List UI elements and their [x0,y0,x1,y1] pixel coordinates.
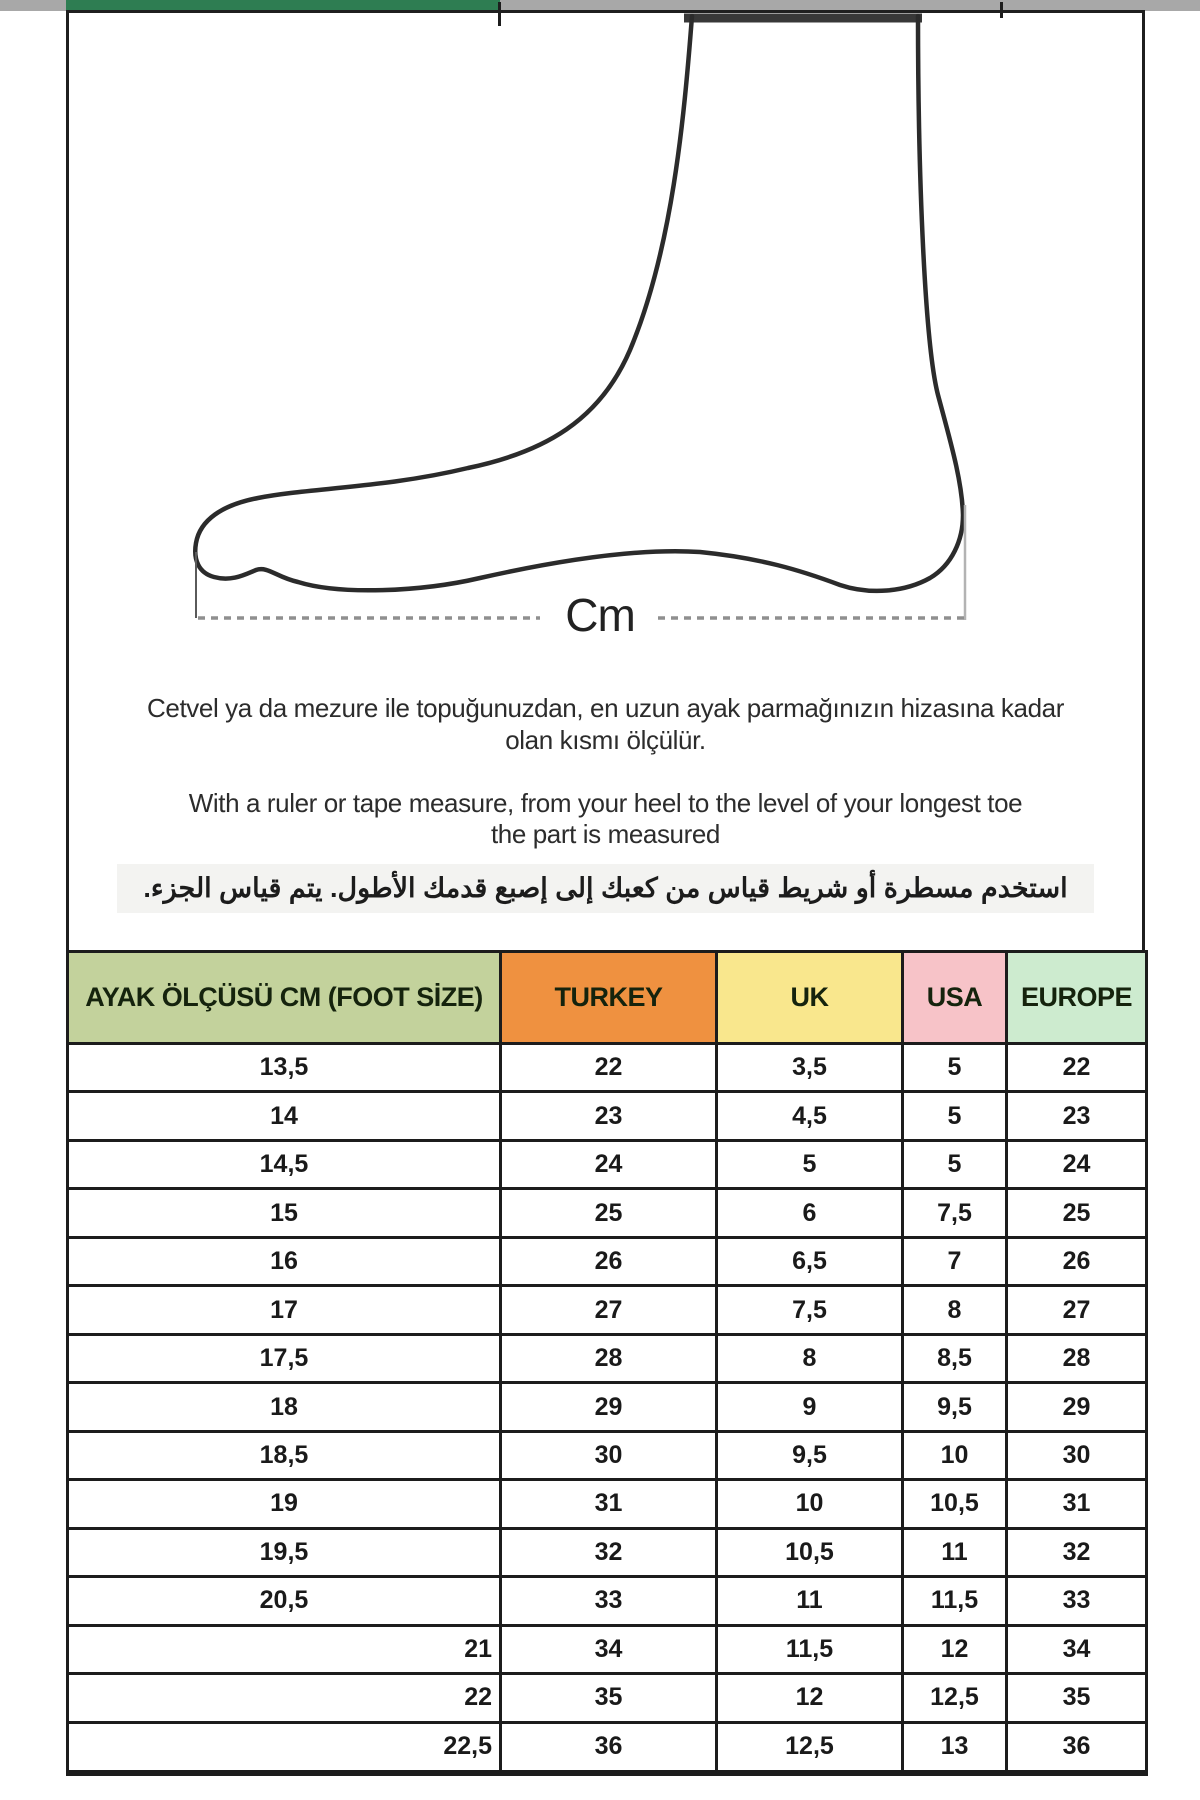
size-cell: 16 [68,1237,501,1285]
size-cell: 29 [1007,1383,1147,1431]
instruction-turkish [66,692,1145,756]
size-cell: 19,5 [68,1528,501,1576]
size-cell: 24 [1007,1140,1147,1188]
size-cell: 9 [717,1383,903,1431]
size-cell: 23 [1007,1092,1147,1140]
size-cell: 8 [903,1286,1007,1334]
size-cell: 7,5 [903,1189,1007,1237]
table-row [68,1528,1147,1576]
size-cell: 3,5 [717,1044,903,1092]
size-cell: 20,5 [68,1577,501,1625]
foot-outline-diagram [0,0,1200,660]
size-cell: 34 [1007,1625,1147,1673]
size-cell: 11 [903,1528,1007,1576]
size-cell: 12 [717,1674,903,1722]
size-cell: 8 [717,1334,903,1382]
size-cell: 27 [1007,1286,1147,1334]
size-table-body [68,1044,1147,1774]
size-cell: 28 [501,1334,717,1382]
foot-outline-path [195,16,963,591]
size-cell: 17 [68,1286,501,1334]
size-cell: 11,5 [717,1625,903,1673]
size-cell: 13 [903,1722,1007,1773]
size-cell: 22 [68,1674,501,1722]
size-cell: 15 [68,1189,501,1237]
size-cell: 7,5 [717,1286,903,1334]
size-cell: 33 [1007,1577,1147,1625]
table-row [68,1140,1147,1188]
header-turkey: TURKEY [501,952,717,1044]
instruction-arabic-text: استخدم مسطرة أو شريط قياس من كعبك إلى إصبع قدمك الأطول. يتم قياس الجزء. [117,864,1093,913]
size-cell: 22 [501,1044,717,1092]
size-cell: 22,5 [68,1722,501,1773]
table-row [68,1189,1147,1237]
size-conversion-table [66,950,1148,1776]
instruction-turkish-line2: olan kısmı ölçülür. [505,725,706,755]
size-cell: 32 [1007,1528,1147,1576]
size-cell: 30 [501,1431,717,1479]
size-cell: 6,5 [717,1237,903,1285]
size-cell: 5 [903,1140,1007,1188]
table-row [68,1286,1147,1334]
size-cell: 5 [903,1044,1007,1092]
size-cell: 26 [501,1237,717,1285]
header-usa: USA [903,952,1007,1044]
instruction-turkish-line1: Cetvel ya da mezure ile topuğunuzdan, en uzun ayak parmağınızın hizasına kadar [147,693,1064,723]
size-cell: 36 [1007,1722,1147,1773]
size-cell: 35 [1007,1674,1147,1722]
table-row [68,1431,1147,1479]
cm-measurement-label: Cm [565,589,635,641]
size-cell: 12,5 [717,1722,903,1773]
size-cell: 31 [501,1480,717,1528]
size-cell: 14 [68,1092,501,1140]
size-cell: 22 [1007,1044,1147,1092]
size-cell: 10 [903,1431,1007,1479]
instruction-english-line1: With a ruler or tape measure, from your heel to the level of your longest toe [188,788,1023,818]
size-cell: 27 [501,1286,717,1334]
size-cell: 10,5 [717,1528,903,1576]
table-row [68,1237,1147,1285]
instruction-english-line2: the part is measured [490,819,720,849]
size-cell: 19 [68,1480,501,1528]
instruction-arabic [66,864,1145,913]
size-cell: 25 [501,1189,717,1237]
size-cell: 12,5 [903,1674,1007,1722]
table-row [68,1383,1147,1431]
size-cell: 23 [501,1092,717,1140]
table-row [68,1674,1147,1722]
size-cell: 34 [501,1625,717,1673]
header-europe: EUROPE [1007,952,1147,1044]
size-cell: 35 [501,1674,717,1722]
size-cell: 11 [717,1577,903,1625]
size-cell: 17,5 [68,1334,501,1382]
table-row [68,1577,1147,1625]
table-row [68,1625,1147,1673]
header-row [68,952,1147,1044]
header-uk: UK [717,952,903,1044]
size-table-header [68,952,1147,1044]
size-cell: 29 [501,1383,717,1431]
size-cell: 6 [717,1189,903,1237]
size-cell: 33 [501,1577,717,1625]
table-row [68,1092,1147,1140]
table-row [68,1722,1147,1773]
size-cell: 36 [501,1722,717,1773]
size-cell: 9,5 [717,1431,903,1479]
table-row [68,1334,1147,1382]
size-cell: 5 [717,1140,903,1188]
instruction-english [66,788,1145,850]
size-cell: 11,5 [903,1577,1007,1625]
size-cell: 10,5 [903,1480,1007,1528]
size-cell: 25 [1007,1189,1147,1237]
size-cell: 12 [903,1625,1007,1673]
size-cell: 8,5 [903,1334,1007,1382]
size-cell: 26 [1007,1237,1147,1285]
size-cell: 5 [903,1092,1007,1140]
size-cell: 31 [1007,1480,1147,1528]
size-cell: 9,5 [903,1383,1007,1431]
table-row [68,1044,1147,1092]
size-cell: 18 [68,1383,501,1431]
table-row [68,1480,1147,1528]
size-cell: 14,5 [68,1140,501,1188]
size-cell: 10 [717,1480,903,1528]
size-cell: 24 [501,1140,717,1188]
size-cell: 13,5 [68,1044,501,1092]
size-cell: 32 [501,1528,717,1576]
size-cell: 30 [1007,1431,1147,1479]
size-cell: 18,5 [68,1431,501,1479]
size-cell: 28 [1007,1334,1147,1382]
header-foot-size: AYAK ÖLÇÜSÜ CM (FOOT SİZE) [68,952,501,1044]
size-cell: 21 [68,1625,501,1673]
size-cell: 7 [903,1237,1007,1285]
size-cell: 4,5 [717,1092,903,1140]
